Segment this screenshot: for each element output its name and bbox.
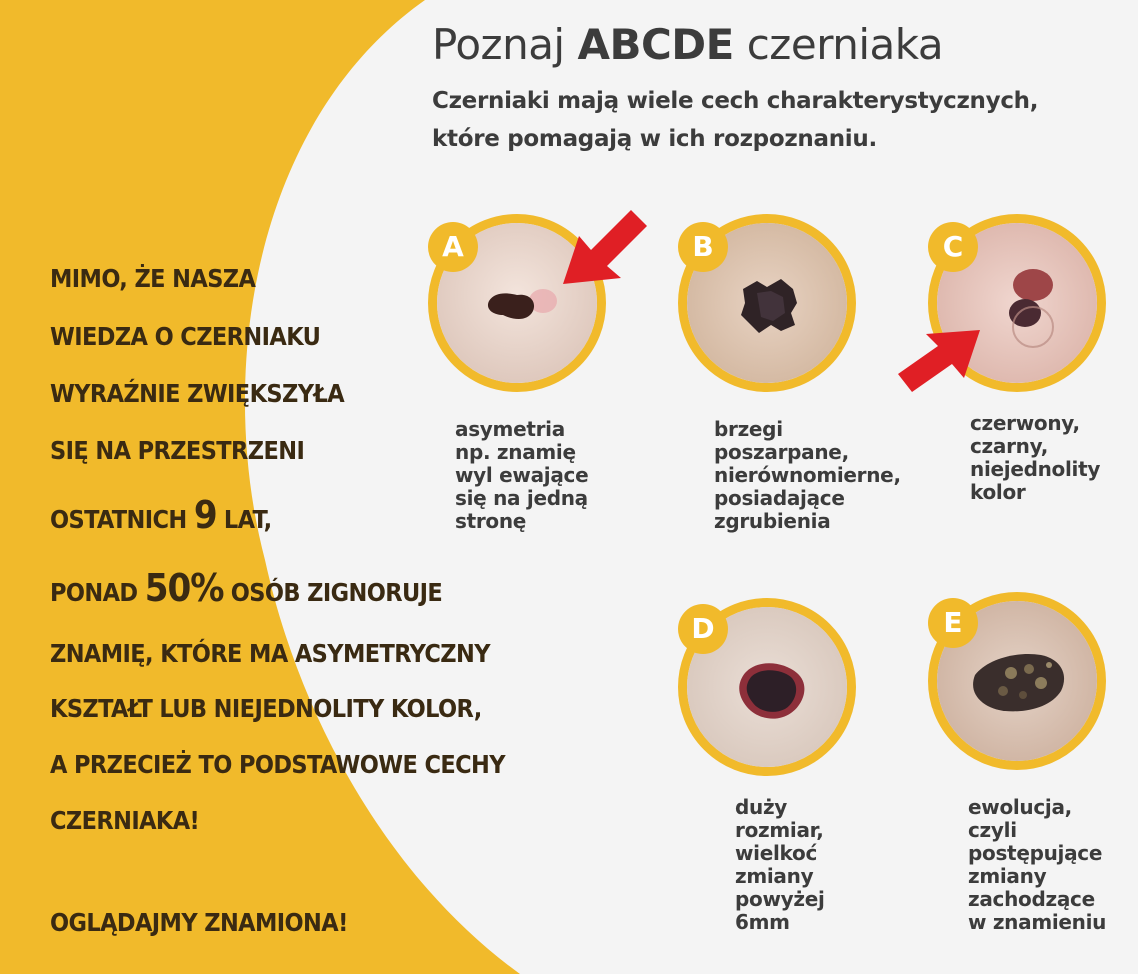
subtitle-line: które pomagają w ich rozpoznaniu. bbox=[432, 126, 877, 152]
letter-badge-e: E bbox=[928, 598, 978, 648]
caption-e: ewolucja, czyli postępujące zmiany zachodzące w znamieniu bbox=[968, 795, 1107, 934]
page-subtitle bbox=[432, 82, 1038, 158]
message-line: SIĘ NA PRZESTRZENI bbox=[50, 436, 305, 465]
caption-c: czerwony, czarny, niejednolity kolor bbox=[970, 411, 1101, 504]
letter-badge-c: C bbox=[928, 222, 978, 272]
message-line: MIMO, ŻE NASZA bbox=[50, 264, 256, 293]
page-title: Poznaj ABCDE czerniaka bbox=[432, 20, 944, 69]
subtitle-line: Czerniaki mają wiele cech charakterystycznych, bbox=[432, 88, 1039, 114]
letter-badge-d: D bbox=[678, 604, 728, 654]
message-line: WYRAŹNIE ZWIĘKSZYŁA bbox=[50, 379, 345, 408]
message-line: PONAD 50% OSÓB ZIGNORUJE bbox=[50, 566, 443, 610]
caption-a: asymetria np. znamię wyl ewające się na jedną stronę bbox=[455, 417, 589, 533]
message-line: KSZTAŁT LUB NIEJEDNOLITY KOLOR, bbox=[50, 694, 482, 723]
message-line: ZNAMIĘ, KTÓRE MA ASYMETRYCZNY bbox=[50, 639, 490, 668]
red-arrow-icon bbox=[892, 308, 988, 396]
percent-highlight: 50% bbox=[144, 566, 224, 610]
message-line: WIEDZA O CZERNIAKU bbox=[50, 322, 321, 351]
caption-b: brzegi poszarpane, nierównomierne, posiadające zgrubienia bbox=[714, 417, 901, 533]
closing-call-to-action: OGLĄDAJMY ZNAMIONA! bbox=[50, 908, 348, 937]
message-line: CZERNIAKA! bbox=[50, 806, 200, 835]
letter-badge-a: A bbox=[428, 222, 478, 272]
caption-d: duży rozmiar, wielkoć zmiany powyżej 6mm bbox=[735, 795, 825, 934]
message-line: OSTATNICH 9 LAT, bbox=[50, 493, 272, 537]
message-line: A PRZECIEŻ TO PODSTAWOWE CECHY bbox=[50, 750, 505, 779]
red-arrow-icon bbox=[555, 206, 651, 292]
years-highlight: 9 bbox=[193, 493, 217, 537]
letter-badge-b: B bbox=[678, 222, 728, 272]
